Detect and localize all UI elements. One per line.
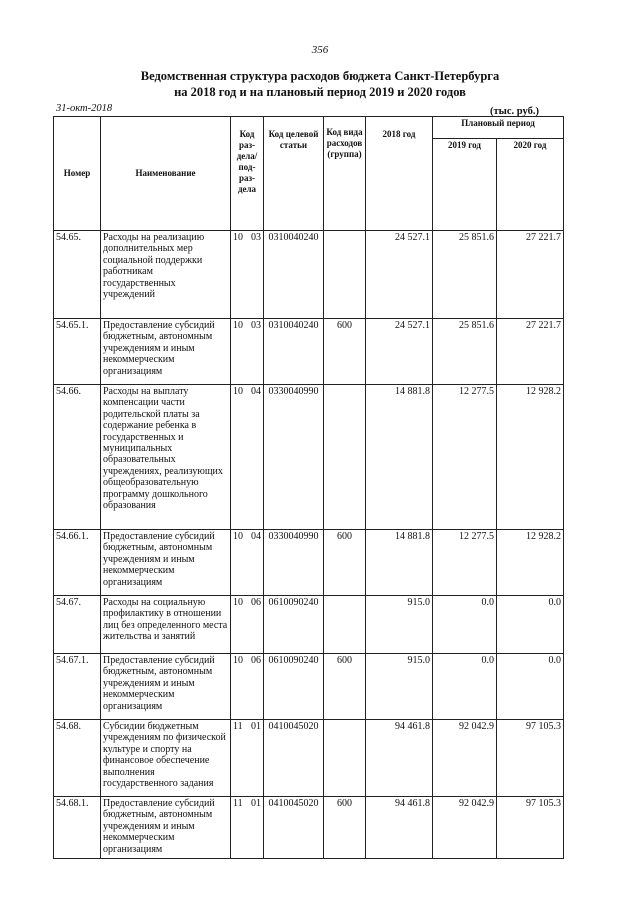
row-type-code: 600 (324, 530, 366, 596)
row-value-2018: 24 527.1 (366, 319, 433, 385)
row-type-code: 600 (324, 797, 366, 859)
header-type: Код вида расходов (группа) (324, 117, 366, 231)
row-section-code (231, 319, 264, 385)
row-number: 54.68.1. (54, 797, 101, 859)
title-line-1: Ведомственная структура расходов бюджета Санкт-Петербурга (140, 69, 500, 83)
row-section-code (231, 231, 264, 319)
row-name: Предоставление субсидий бюджетным, автономным учреждениям и иным некоммерческим организациям (101, 654, 231, 720)
row-type-code (324, 720, 366, 797)
header-2020: 2020 год (497, 139, 564, 231)
row-subsection: 03 (251, 232, 261, 243)
header-target: Код целевой статьи (264, 117, 324, 231)
row-type-code (324, 385, 366, 530)
row-name: Расходы на выплату компенсации части родительской платы за содержание ребенка в государственных и муниципальных образовательных учреждениях, реализующих общеобразовательную программу дошкольного образования (101, 385, 231, 530)
table-row (54, 385, 564, 530)
row-target-code: 0310040240 (264, 231, 324, 319)
row-number: 54.67.1. (54, 654, 101, 720)
table-row (54, 797, 564, 859)
row-value-2020: 0.0 (497, 596, 564, 654)
title-line-2: на 2018 год и на плановый период 2019 и 2020 годов (174, 85, 466, 99)
row-target-code: 0330040990 (264, 530, 324, 596)
row-section-code (231, 596, 264, 654)
row-section: 10 (233, 655, 243, 666)
header-section: Код раз- дела/ под- раз- дела (231, 117, 264, 231)
row-value-2020: 12 928.2 (497, 385, 564, 530)
header-number: Номер (54, 117, 101, 231)
row-value-2018: 94 461.8 (366, 720, 433, 797)
row-type-code (324, 596, 366, 654)
row-target-code: 0410045020 (264, 720, 324, 797)
row-subsection: 03 (251, 320, 261, 331)
row-subsection: 06 (251, 597, 261, 608)
row-subsection: 06 (251, 655, 261, 666)
row-type-code: 600 (324, 654, 366, 720)
row-section: 10 (233, 597, 243, 608)
row-section: 10 (233, 386, 243, 397)
row-value-2019: 92 042.9 (433, 720, 497, 797)
row-target-code: 0310040240 (264, 319, 324, 385)
row-value-2018: 14 881.8 (366, 530, 433, 596)
row-subsection: 01 (251, 721, 261, 732)
row-name: Предоставление субсидий бюджетным, автономным учреждениям и иным некоммерческим организациям (101, 797, 231, 859)
row-value-2019: 25 851.6 (433, 319, 497, 385)
document-title (0, 68, 640, 100)
row-value-2020: 12 928.2 (497, 530, 564, 596)
row-type-code (324, 231, 366, 319)
row-number: 54.66.1. (54, 530, 101, 596)
row-value-2018: 94 461.8 (366, 797, 433, 859)
row-value-2018: 915.0 (366, 654, 433, 720)
row-number: 54.68. (54, 720, 101, 797)
row-value-2020: 97 105.3 (497, 720, 564, 797)
header-planned: Плановый период (433, 117, 564, 139)
units-label: (тыс. руб.) (490, 106, 539, 117)
table-row (54, 720, 564, 797)
row-name: Расходы на социальную профилактику в отношении лиц без определенного места жительства и занятий (101, 596, 231, 654)
row-value-2018: 915.0 (366, 596, 433, 654)
row-section: 11 (233, 721, 243, 732)
row-section: 11 (233, 798, 243, 809)
row-value-2019: 0.0 (433, 596, 497, 654)
row-section-code (231, 797, 264, 859)
row-target-code: 0330040990 (264, 385, 324, 530)
row-value-2020: 97 105.3 (497, 797, 564, 859)
row-number: 54.67. (54, 596, 101, 654)
page-number: 356 (311, 44, 329, 56)
row-section: 10 (233, 232, 243, 243)
header-2019: 2019 год (433, 139, 497, 231)
row-value-2019: 25 851.6 (433, 231, 497, 319)
row-target-code: 0610090240 (264, 596, 324, 654)
row-section: 10 (233, 531, 243, 542)
row-section: 10 (233, 320, 243, 331)
table-row (54, 596, 564, 654)
row-number: 54.65.1. (54, 319, 101, 385)
row-type-code: 600 (324, 319, 366, 385)
table-row (54, 231, 564, 319)
row-number: 54.65. (54, 231, 101, 319)
row-target-code: 0410045020 (264, 797, 324, 859)
row-name: Предоставление субсидий бюджетным, автономным учреждениям и иным некоммерческим организациям (101, 319, 231, 385)
row-value-2019: 0.0 (433, 654, 497, 720)
table-row (54, 319, 564, 385)
row-subsection: 01 (251, 798, 261, 809)
row-name: Предоставление субсидий бюджетным, автономным учреждениям и иным некоммерческим организациям (101, 530, 231, 596)
row-section-code (231, 654, 264, 720)
table-row (54, 654, 564, 720)
row-subsection: 04 (251, 531, 261, 542)
row-section-code (231, 720, 264, 797)
row-section-code (231, 385, 264, 530)
row-section-code (231, 530, 264, 596)
row-number: 54.66. (54, 385, 101, 530)
row-value-2020: 27 221.7 (497, 319, 564, 385)
row-value-2018: 14 881.8 (366, 385, 433, 530)
row-value-2019: 12 277.5 (433, 530, 497, 596)
row-value-2020: 27 221.7 (497, 231, 564, 319)
budget-table (53, 116, 564, 859)
header-2018: 2018 год (366, 117, 433, 231)
table-body (54, 231, 564, 859)
header-name: Наименование (101, 117, 231, 231)
row-name: Субсидии бюджетным учреждениям по физической культуре и спорту на финансовое обеспечение выполнения государственного задания (101, 720, 231, 797)
row-target-code: 0610090240 (264, 654, 324, 720)
row-name: Расходы на реализацию дополнительных мер социальной поддержки работникам государственных учреждений (101, 231, 231, 319)
row-value-2019: 92 042.9 (433, 797, 497, 859)
row-value-2018: 24 527.1 (366, 231, 433, 319)
row-subsection: 04 (251, 386, 261, 397)
row-value-2019: 12 277.5 (433, 385, 497, 530)
row-value-2020: 0.0 (497, 654, 564, 720)
table-row (54, 530, 564, 596)
document-date: 31-окт-2018 (56, 103, 113, 114)
